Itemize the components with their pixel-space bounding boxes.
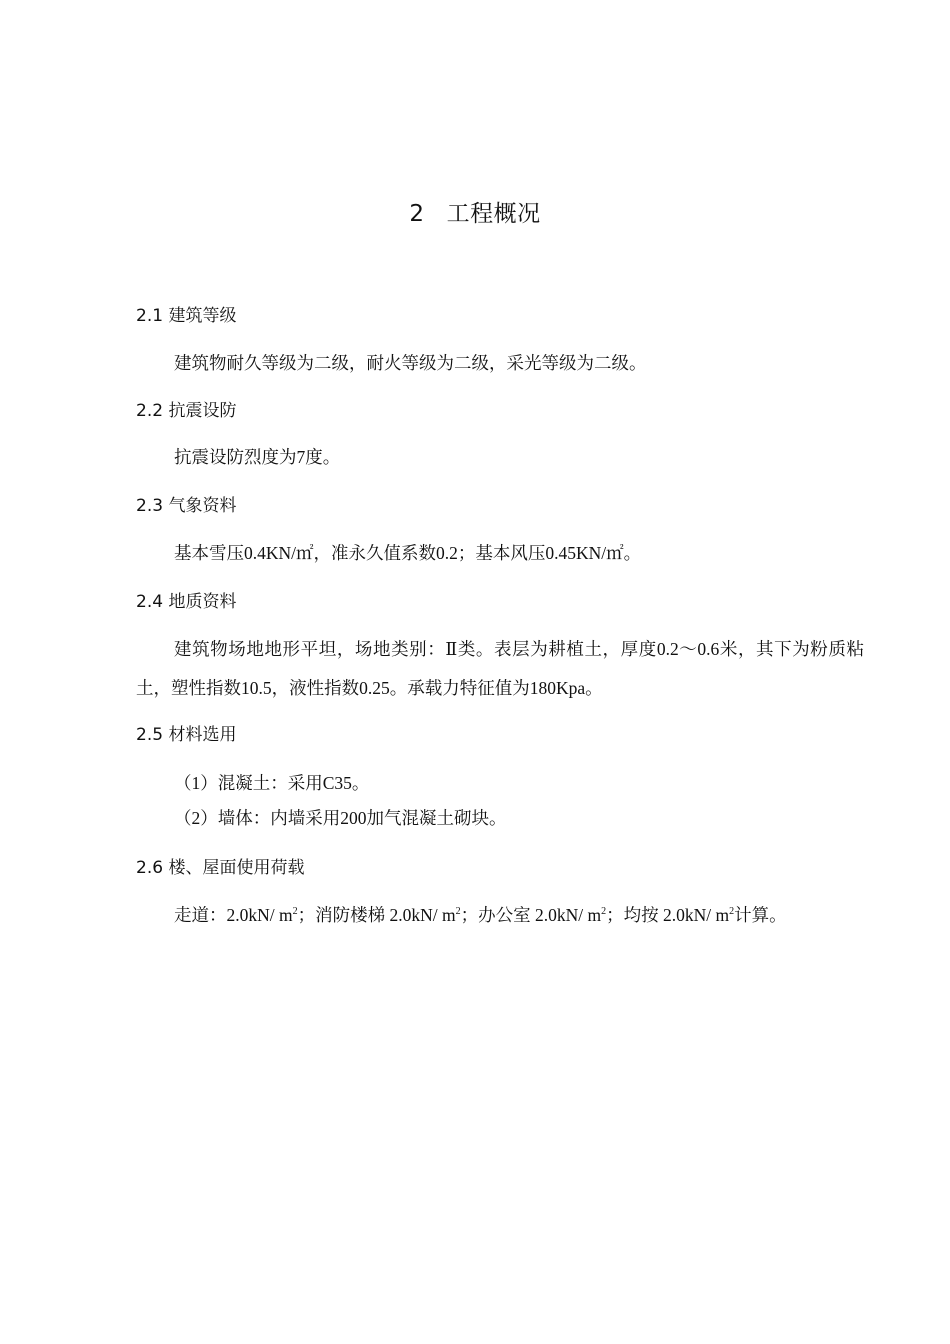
section-heading-2-1: 2.1 建筑等级 xyxy=(136,306,237,326)
section-heading-2-5: 2.5 材料选用 xyxy=(136,725,237,745)
section-2-3-paragraph: 基本雪压0.4KN/㎡，准永久值系数0.2；基本风压0.45KN/㎡。 xyxy=(174,543,642,563)
load-office-exponent: 2 xyxy=(601,906,607,917)
section-heading-2-6: 2.6 楼、屋面使用荷载 xyxy=(136,858,305,878)
material-item-wall: （2）墙体：内墙采用200加气混凝土砌块。 xyxy=(174,808,507,828)
section-2-1-paragraph: 建筑物耐久等级为二级，耐火等级为二级，采光等级为二级。 xyxy=(174,353,647,373)
section-2-4-paragraph: 建筑物场地地形平坦，场地类别：Ⅱ类。表层为耕植土，厚度0.2～0.6米，其下为粉质粘土，塑性指数10.5，液性指数0.25。承载力特征值为180Kpa。 xyxy=(136,639,864,698)
load-specification-line xyxy=(174,902,787,928)
chapter-title-text: 工程概况 xyxy=(446,201,541,227)
section-2-2-paragraph: 抗震设防烈度为7度。 xyxy=(174,447,341,467)
load-office: ；办公室 2.0kN/ m xyxy=(460,905,602,925)
load-uniform-exponent: 2 xyxy=(729,906,735,917)
load-fire-stair: ；消防楼梯 2.0kN/ m xyxy=(297,905,456,925)
section-heading-2-3: 2.3 气象资料 xyxy=(136,496,237,516)
chapter-number: 2 xyxy=(409,201,425,227)
load-corridor-exponent: 2 xyxy=(292,906,298,917)
section-heading-2-2: 2.2 抗震设防 xyxy=(136,401,237,421)
chapter-title xyxy=(0,198,950,230)
load-ending: 计算。 xyxy=(734,905,787,925)
material-item-concrete: （1）混凝土：采用C35。 xyxy=(174,773,370,793)
section-heading-2-4: 2.4 地质资料 xyxy=(136,592,237,612)
load-uniform: ；均按 2.0kN/ m xyxy=(606,905,730,925)
load-corridor: 走道：2.0kN/ m xyxy=(174,905,293,925)
load-fire-stair-exponent: 2 xyxy=(455,906,461,917)
